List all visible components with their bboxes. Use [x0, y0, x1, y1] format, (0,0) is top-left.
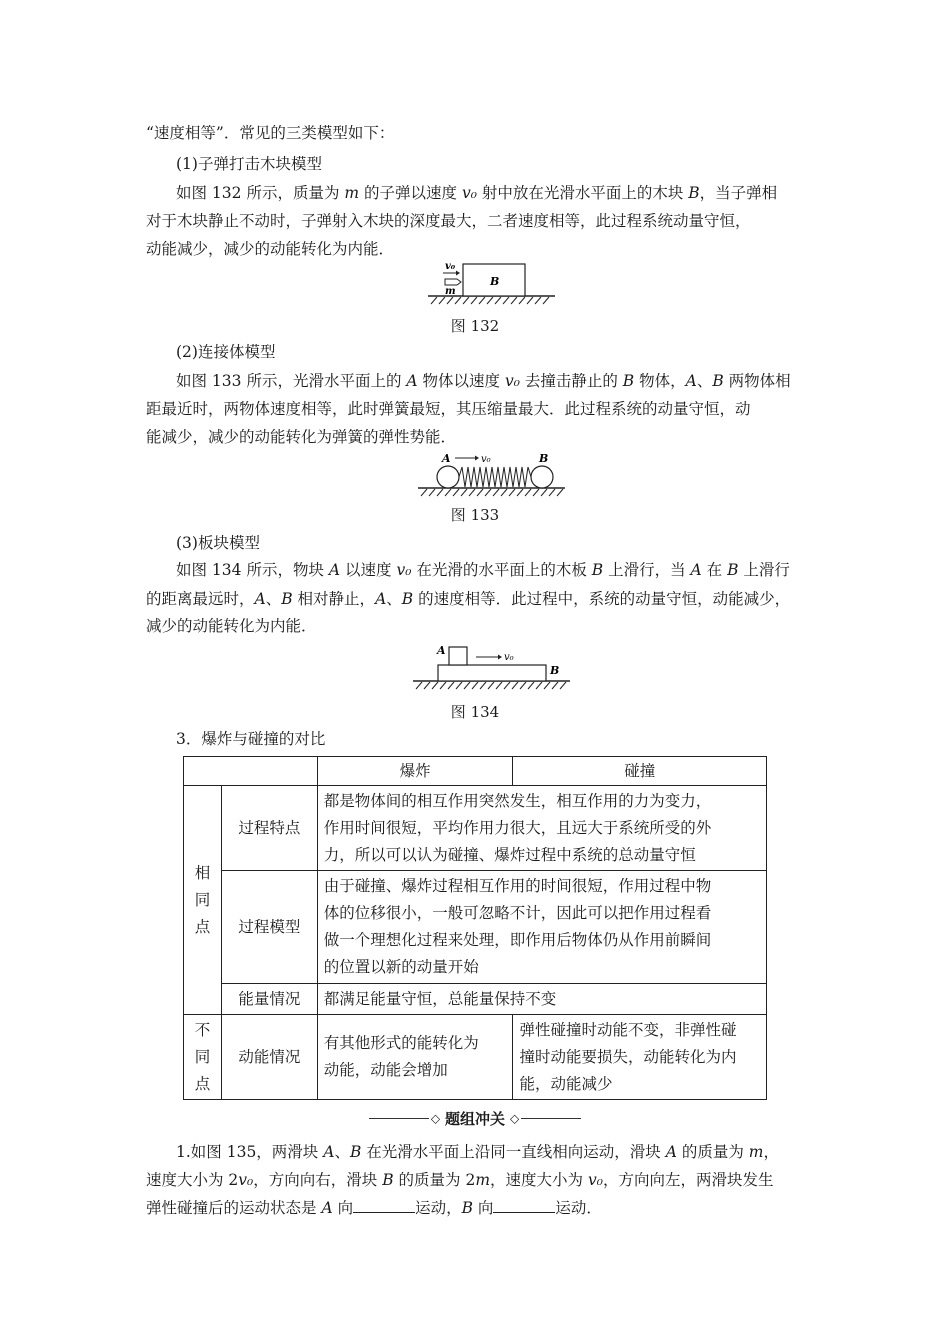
spring: [459, 467, 531, 487]
model1-para-line1: 如图 132 所示，质量为 m 的子弹以速度 v₀ 射中放在光滑水平面上的木块 B，当子弹相: [176, 184, 778, 202]
answer-blank-A[interactable]: [353, 1198, 415, 1213]
table-corner-cell: [184, 757, 318, 786]
section3-title: 3．爆炸与碰撞的对比: [176, 730, 326, 748]
svg-text:v₀: v₀: [504, 652, 514, 663]
row-content-kinetic-collision: 弹性碰撞时动能不变，非弹性碰 撞时动能要损失，动能转化为内 能，动能减少: [513, 1015, 767, 1100]
problem1-line3: 弹性碰撞后的运动状态是 A 向 运动，B 向 运动．: [146, 1199, 602, 1217]
model1-para-line2: 对于木块静止不动时，子弹射入木块的深度最大，二者速度相等，此过程系统动量守恒，: [146, 212, 751, 230]
model1-para-line3: 动能减少，减少的动能转化为内能．: [146, 240, 395, 258]
model3-para-line1: 如图 134 所示，物块 A 以速度 v₀ 在光滑的水平面上的木板 B 上滑行，当 A 在 B 上滑行: [176, 561, 790, 579]
figure-132-bullet-block: [425, 258, 560, 308]
figure-134-caption: 图 134: [450, 703, 500, 721]
model1-heading: (1)子弹打击木块模型: [176, 155, 322, 173]
svg-text:B: B: [550, 664, 560, 677]
table-row: [184, 871, 767, 984]
svg-text:m: m: [445, 286, 456, 297]
banner-title: 题组冲关: [444, 1110, 505, 1128]
table-row: [184, 786, 767, 871]
ball-A: [437, 466, 459, 488]
same-group-label: 相同点: [184, 786, 222, 1015]
plank-B: [438, 665, 546, 681]
figure-134-plank-block: [410, 638, 575, 693]
svg-text:B: B: [539, 452, 549, 465]
row-label-energy: 能量情况: [221, 984, 317, 1015]
model3-heading: (3)板块模型: [176, 534, 260, 552]
svg-text:B: B: [490, 275, 500, 288]
svg-text:A: A: [437, 644, 446, 657]
svg-text:v₀: v₀: [445, 261, 456, 272]
model3-para-line2: 的距离最远时，A、B 相对静止，A、B 的速度相等．此过程中，系统的动量守恒，动能减少，: [146, 590, 791, 608]
figure-132-caption: 图 132: [450, 317, 500, 335]
row-label-kinetic: 动能情况: [221, 1015, 317, 1100]
figure-133-spring-balls: [415, 450, 570, 500]
svg-text:v₀: v₀: [481, 454, 491, 465]
header-collision: 碰撞: [513, 757, 767, 786]
exercise-banner: ◇ 题组冲关 ◇: [0, 1108, 950, 1128]
model3-para-line3: 减少的动能转化为内能．: [146, 617, 317, 635]
table-row: [184, 984, 767, 1015]
intro-line: “速度相等”．常见的三类模型如下：: [146, 124, 395, 142]
ball-B: [531, 466, 553, 488]
model2-para-line3: 能减少，减少的动能转化为弹簧的弹性势能．: [146, 428, 457, 446]
table-row: [184, 1015, 767, 1100]
row-label-process-feature: 过程特点: [221, 786, 317, 871]
bullet: [445, 279, 461, 285]
answer-blank-B[interactable]: [493, 1198, 555, 1213]
problem1-line2: 速度大小为 2v₀，方向向右，滑块 B 的质量为 2m，速度大小为 v₀，方向向左，两滑块发生: [146, 1171, 774, 1189]
comparison-table: [183, 756, 767, 1100]
model2-para-line2: 距最近时，两物体速度相等，此时弹簧最短，其压缩量最大．此过程系统的动量守恒，动: [146, 400, 751, 418]
model2-heading: (2)连接体模型: [176, 343, 276, 361]
header-explosion: 爆炸: [317, 757, 513, 786]
row-content-energy: 都满足能量守恒，总能量保持不变: [317, 984, 766, 1015]
model2-para-line1: 如图 133 所示，光滑水平面上的 A 物体以速度 v₀ 去撞击静止的 B 物体，A、B 两物体相: [176, 372, 791, 390]
figure-133-caption: 图 133: [450, 506, 500, 524]
problem1-line1: 1.如图 135，两滑块 A、B 在光滑水平面上沿同一直线相向运动，滑块 A 的质量为 m，: [176, 1143, 779, 1161]
block-A: [449, 647, 467, 665]
row-content-process-model: 由于碰撞、爆炸过程相互作用的时间很短，作用过程中物 体的位移很小，一般可忽略不计，因此可以把作用过程看 做一个理想化过程来处理，即作用后物体仍从作用前瞬间 的位置以新的动量开始: [317, 871, 766, 984]
row-content-kinetic-explosion: 有其他形式的能转化为 动能，动能会增加: [317, 1015, 513, 1100]
diff-group-label: 不同点: [184, 1015, 222, 1100]
svg-text:A: A: [442, 452, 451, 465]
row-label-process-model: 过程模型: [221, 871, 317, 984]
row-content-process-feature: 都是物体间的相互作用突然发生，相互作用的力为变力， 作用时间很短，平均作用力很大，且远大于系统所受的外 力，所以可以认为碰撞、爆炸过程中系统的总动量守恒: [317, 786, 766, 871]
